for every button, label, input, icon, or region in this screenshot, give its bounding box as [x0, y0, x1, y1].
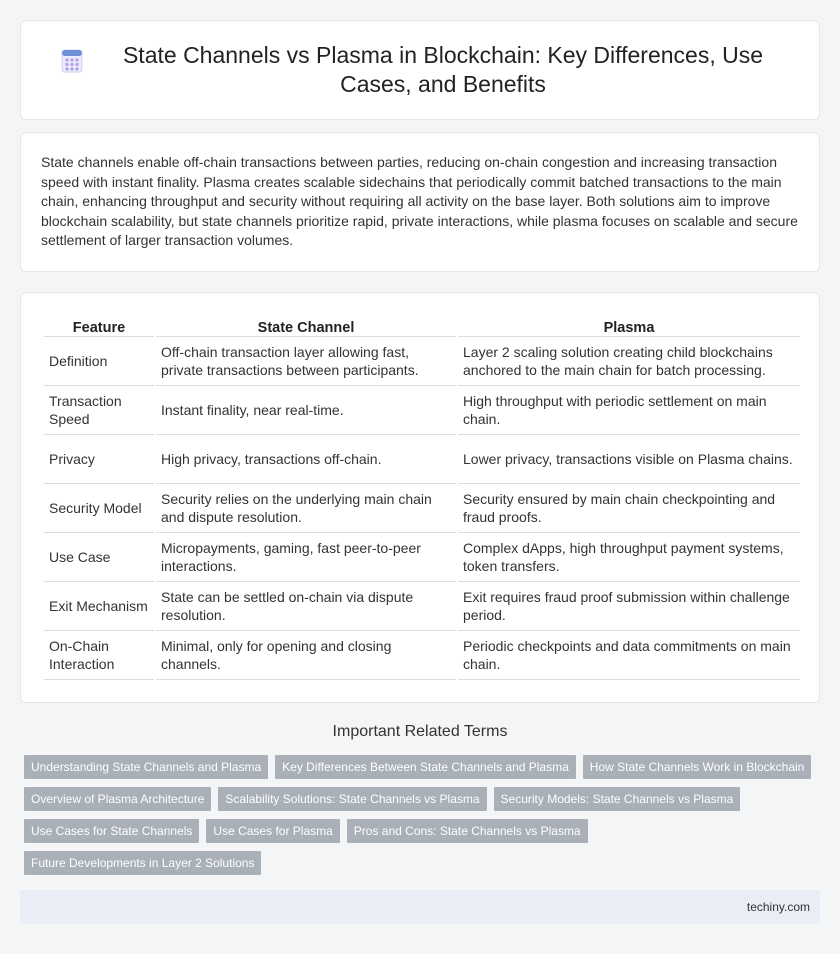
state-channel-cell: State can be settled on-chain via dispute resolution. [156, 584, 456, 631]
related-term-tag[interactable]: Scalability Solutions: State Channels vs Plasma [218, 787, 486, 811]
related-term-tag[interactable]: Key Differences Between State Channels and Plasma [275, 755, 576, 779]
plasma-cell: Complex dApps, high throughput payment systems, token transfers. [458, 535, 800, 582]
plasma-cell: High throughput with periodic settlement on main chain. [458, 388, 800, 435]
related-term-tag[interactable]: Overview of Plasma Architecture [24, 787, 211, 811]
state-channel-cell: Security relies on the underlying main chain and dispute resolution. [156, 486, 456, 533]
plasma-cell: Security ensured by main chain checkpointing and fraud proofs. [458, 486, 800, 533]
related-term-tag[interactable]: Use Cases for State Channels [24, 819, 199, 843]
related-term-tag[interactable]: Use Cases for Plasma [206, 819, 339, 843]
state-channel-cell: Instant finality, near real-time. [156, 388, 456, 435]
related-terms-list [24, 755, 824, 883]
feature-cell: On-Chain Interaction [44, 633, 154, 680]
feature-cell: Transaction Speed [44, 388, 154, 435]
footer-site-link[interactable]: techiny.com [746, 900, 810, 914]
feature-cell: Exit Mechanism [44, 584, 154, 631]
state-channel-cell: Off-chain transaction layer allowing fast, private transactions between participants. [156, 339, 456, 386]
footer [20, 890, 820, 924]
table-row [44, 388, 800, 435]
plasma-cell: Lower privacy, transactions visible on Plasma chains. [458, 437, 800, 484]
plasma-cell: Layer 2 scaling solution creating child blockchains anchored to the main chain for batch processing. [458, 339, 800, 386]
calculator-icon [60, 49, 84, 73]
header-card [20, 20, 820, 120]
table-row [44, 584, 800, 631]
related-term-tag[interactable]: Understanding State Channels and Plasma [24, 755, 268, 779]
table-row [44, 437, 800, 484]
plasma-cell: Periodic checkpoints and data commitments on main chain. [458, 633, 800, 680]
related-term-tag[interactable]: Pros and Cons: State Channels vs Plasma [347, 819, 588, 843]
related-term-tag[interactable]: How State Channels Work in Blockchain [583, 755, 812, 779]
table-row [44, 339, 800, 386]
related-term-tag[interactable]: Security Models: State Channels vs Plasma [494, 787, 741, 811]
related-terms-heading: Important Related Terms [332, 723, 508, 740]
header-plasma: Plasma [458, 317, 800, 337]
comparison-table-card [20, 292, 820, 703]
state-channel-cell: Minimal, only for opening and closing channels. [156, 633, 456, 680]
header-state-channel: State Channel [156, 317, 456, 337]
feature-cell: Security Model [44, 486, 154, 533]
feature-cell: Use Case [44, 535, 154, 582]
summary-card [20, 132, 820, 272]
table-row [44, 486, 800, 533]
state-channel-cell: Micropayments, gaming, fast peer-to-peer interactions. [156, 535, 456, 582]
header-feature: Feature [44, 317, 154, 337]
related-term-tag[interactable]: Future Developments in Layer 2 Solutions [24, 851, 261, 875]
feature-cell: Definition [44, 339, 154, 386]
summary-text: State channels enable off-chain transactions between parties, reducing on-chain congestion and increasing transaction speed with instant finality. Plasma creates scalable sidechains that periodically commit batched transactions to the main chain, enhancing throughput and security without requiring all activity on the base layer. Both solutions aim to improve blockchain scalability, but state channels prioritize rapid, private interactions, while plasma focuses on scalable and secure settlement of larger transaction volumes. [41, 154, 798, 249]
table-row [44, 633, 800, 680]
comparison-table [42, 315, 802, 682]
feature-cell: Privacy [44, 437, 154, 484]
plasma-cell: Exit requires fraud proof submission within challenge period. [458, 584, 800, 631]
table-header-row [44, 317, 800, 337]
page-title: State Channels vs Plasma in Blockchain: Key Differences, Use Cases, and Benefits [122, 42, 764, 97]
state-channel-cell: High privacy, transactions off-chain. [156, 437, 456, 484]
table-row [44, 535, 800, 582]
